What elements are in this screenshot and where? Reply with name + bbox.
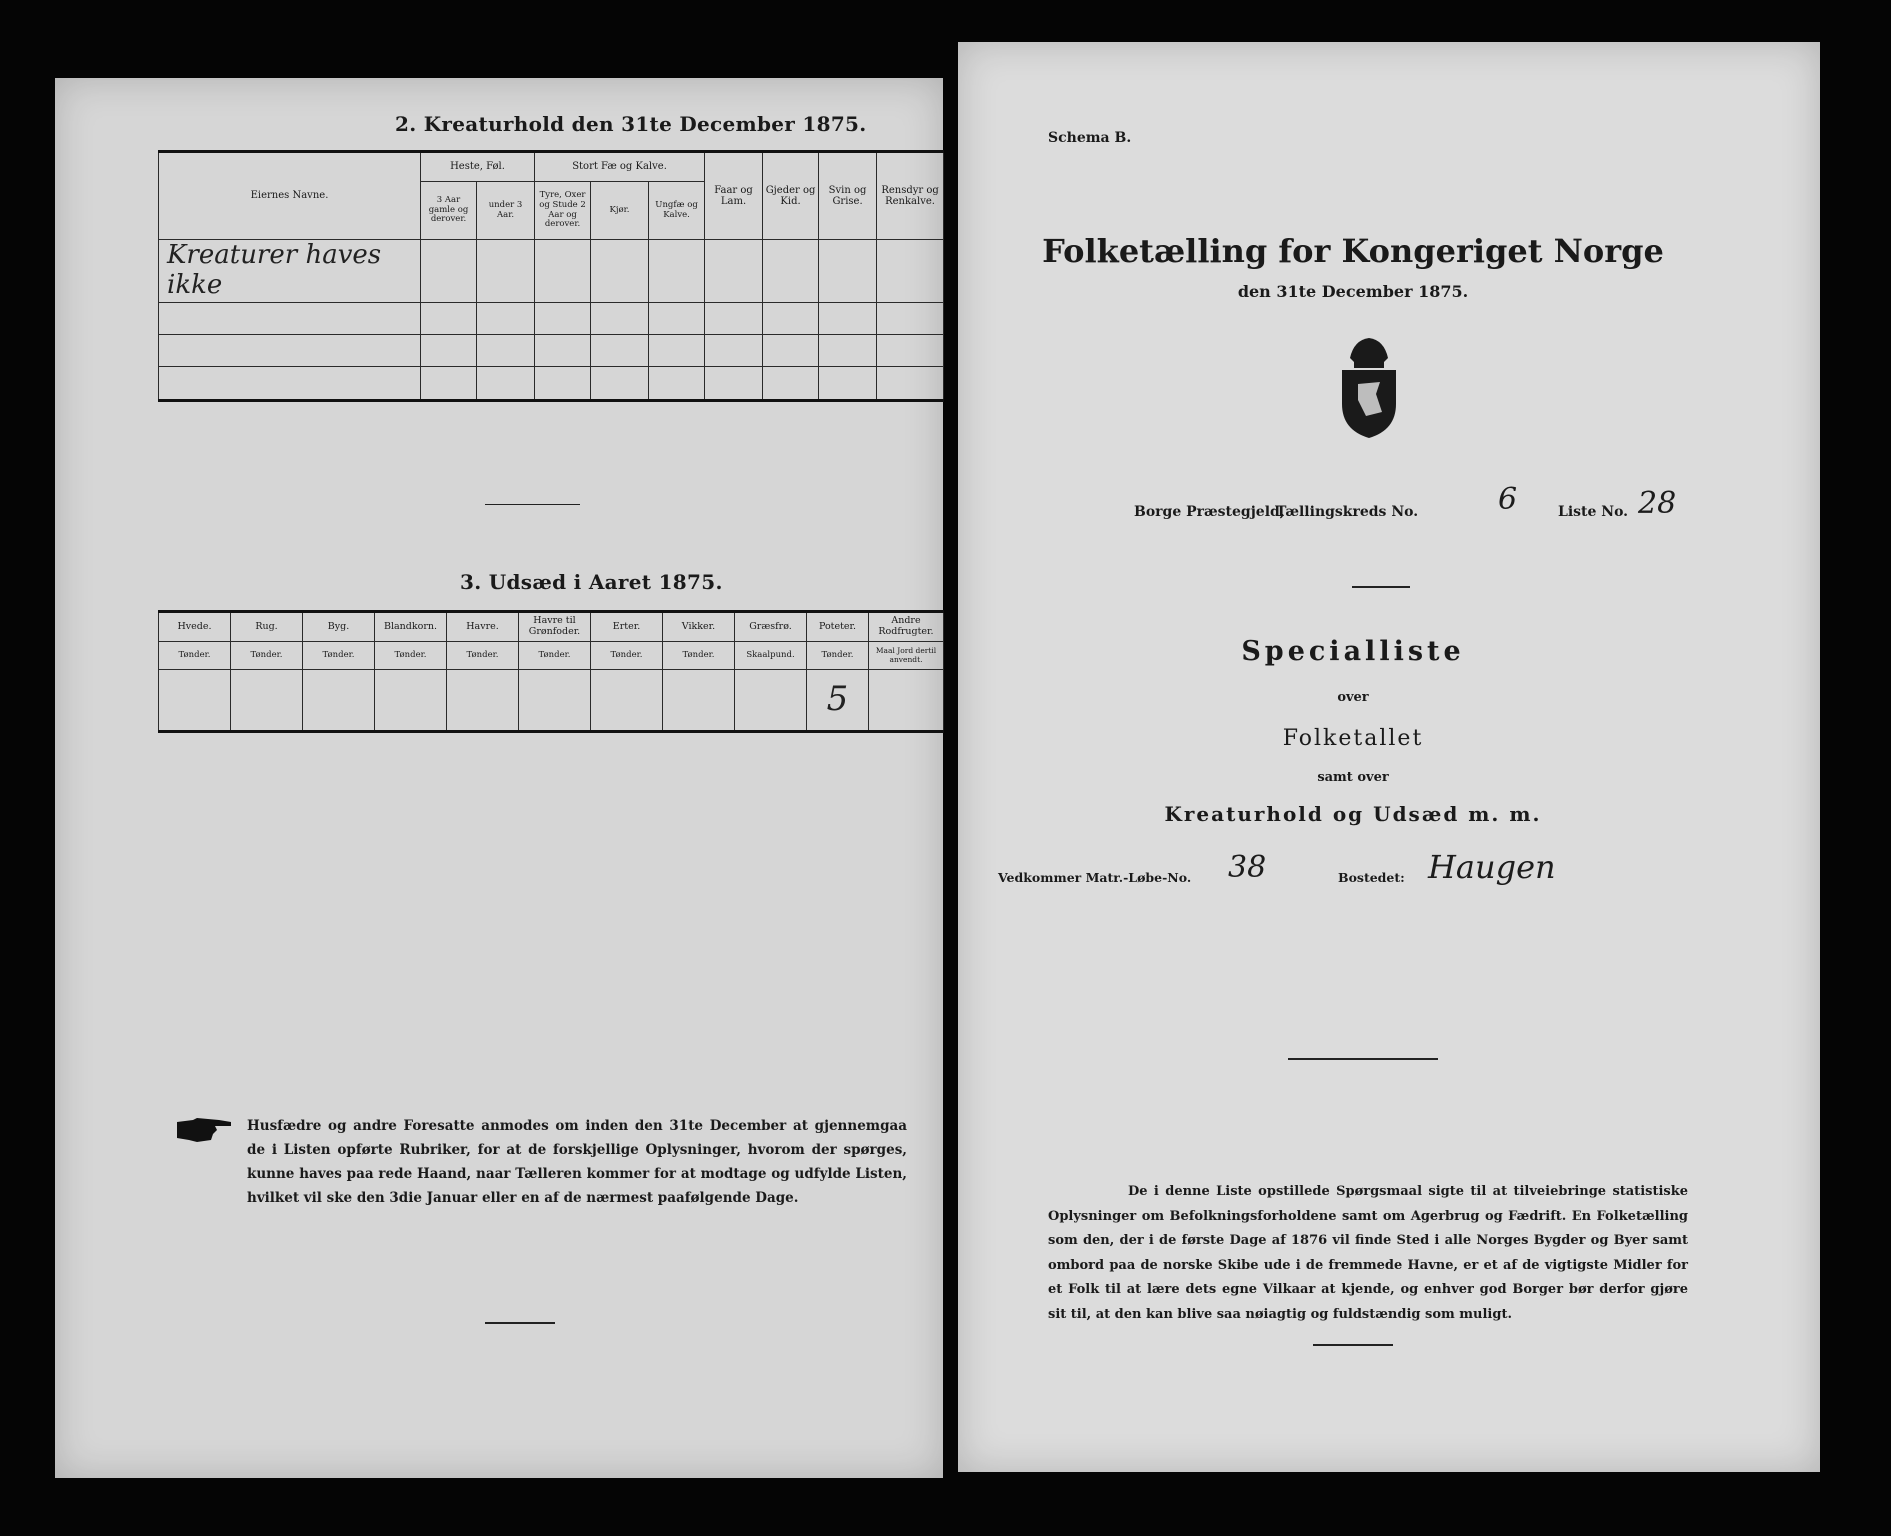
bosted-value: Haugen <box>1428 848 1556 886</box>
pointing-hand-icon <box>175 1116 233 1146</box>
cattle-group-header: Stort Fæ og Kalve. <box>535 152 705 182</box>
list-value: 28 <box>1638 486 1677 521</box>
coat-of-arms-icon <box>1336 334 1402 440</box>
col-hvede: Hvede. <box>159 612 231 642</box>
section3-title: 3. Udsæd i Aaret 1875. <box>460 570 723 594</box>
bottom-rule <box>485 1322 555 1324</box>
col-havre: Havre. <box>447 612 519 642</box>
rule-2 <box>1288 1058 1438 1060</box>
young-cattle-header: Ungfæ og Kalve. <box>649 182 705 240</box>
horses-group-header: Heste, Føl. <box>421 152 535 182</box>
livestock-table <box>158 150 944 402</box>
matr-label: Vedkommer Matr.-Løbe-No. <box>998 870 1192 885</box>
sowing-table <box>158 610 944 733</box>
unit-hvede: Tønder. <box>159 642 231 670</box>
explanation-paragraph: De i denne Liste opstillede Spørgsmaal sigte til at tilveiebringe statistiske Oplysninger om Befolkningsforholdene samt om Agerbrug og Fædrift. En Folketælling som den, der i de første Dage af 1876 vil finde Sted i alle Norges Bygder og Byer samt ombord paa de norske Skibe ude i de fremmede Havne, er et af de vigtigste Midler for et Folk til at lære dets egne Vilkaar at kjende, og enhver god Borger bør derfor gjøre sit til, at den kan blive saa nøiagtig og fuldstændig som muligt. <box>1048 1184 1688 1322</box>
date-line: den 31te December 1875. <box>1237 282 1469 301</box>
col-andre-rodfrugter: Andre Rodfrugter. <box>869 612 944 642</box>
unit-byg: Tønder. <box>303 642 375 670</box>
pigs-header: Svin og Grise. <box>819 152 877 240</box>
oxen-header: Tyre, Oxer og Stude 2 Aar og derover. <box>535 182 591 240</box>
col-erter: Erter. <box>591 612 663 642</box>
unit-blandkorn: Tønder. <box>375 642 447 670</box>
col-byg: Byg. <box>303 612 375 642</box>
poteter-value: 5 <box>807 670 869 732</box>
district-value: 6 <box>1498 482 1518 517</box>
goats-header: Gjeder og Kid. <box>763 152 819 240</box>
col-poteter: Poteter. <box>807 612 869 642</box>
bosted-label: Bostedet: <box>1338 870 1405 885</box>
owner-names-header: Eiernes Navne. <box>159 152 421 240</box>
over-line-1: over <box>1337 690 1369 705</box>
unit-vikker: Tønder. <box>663 642 735 670</box>
matr-value: 38 <box>1228 850 1267 885</box>
list-label: Liste No. <box>1558 504 1629 520</box>
left-page <box>55 78 943 1478</box>
unit-poteter: Tønder. <box>807 642 869 670</box>
unit-andre-rodfrugter: Maal Jord dertil anvendt. <box>869 642 944 670</box>
folketallet-heading: Folketallet <box>1282 726 1424 751</box>
rule-1 <box>1352 586 1410 588</box>
horses-young-header: under 3 Aar. <box>477 182 535 240</box>
samt-over-line: samt over <box>1317 770 1389 785</box>
col-blandkorn: Blandkorn. <box>375 612 447 642</box>
unit-havre-gronfoder: Tønder. <box>519 642 591 670</box>
specialliste-heading: Specialliste <box>1241 636 1465 667</box>
schema-label: Schema B. <box>1048 130 1132 146</box>
rule-3 <box>1313 1344 1393 1346</box>
col-graesfro: Græsfrø. <box>735 612 807 642</box>
main-title: Folketælling for Kongeriget Norge <box>1042 232 1664 270</box>
col-rug: Rug. <box>231 612 303 642</box>
horses-old-header: 3 Aar gamle og derover. <box>421 182 477 240</box>
divider-rule <box>485 504 580 505</box>
section2-title: 2. Kreaturhold den 31te December 1875. <box>395 112 867 136</box>
district-label: Tællingskreds No. <box>1276 504 1419 520</box>
kreaturhold-heading: Kreaturhold og Udsæd m. m. <box>1164 802 1542 826</box>
col-vikker: Vikker. <box>663 612 735 642</box>
livestock-entry: Kreaturer haves ikke <box>159 240 421 303</box>
col-havre-gronfoder: Havre til Grønfoder. <box>519 612 591 642</box>
unit-erter: Tønder. <box>591 642 663 670</box>
cows-header: Kjør. <box>591 182 649 240</box>
unit-rug: Tønder. <box>231 642 303 670</box>
unit-graesfro: Skaalpund. <box>735 642 807 670</box>
parish-label: Borge Præstegjeld, <box>1134 504 1285 520</box>
unit-havre: Tønder. <box>447 642 519 670</box>
sheep-header: Faar og Lam. <box>705 152 763 240</box>
right-page <box>958 42 1820 1472</box>
notice-text: Husfædre og andre Foresatte anmodes om inden den 31te December at gjennemgaa de i Listen opførte Rubriker, for at de forskjellige Oplysninger, hvorom der spørges, kunne haves paa rede Haand, naar Tælleren kommer for at modtage og udfylde Listen, hvilket vil ske den 3die Januar eller en af de nærmest paafølgende Dage. <box>247 1118 907 1206</box>
reindeer-header: Rensdyr og Renkalve. <box>877 152 944 240</box>
